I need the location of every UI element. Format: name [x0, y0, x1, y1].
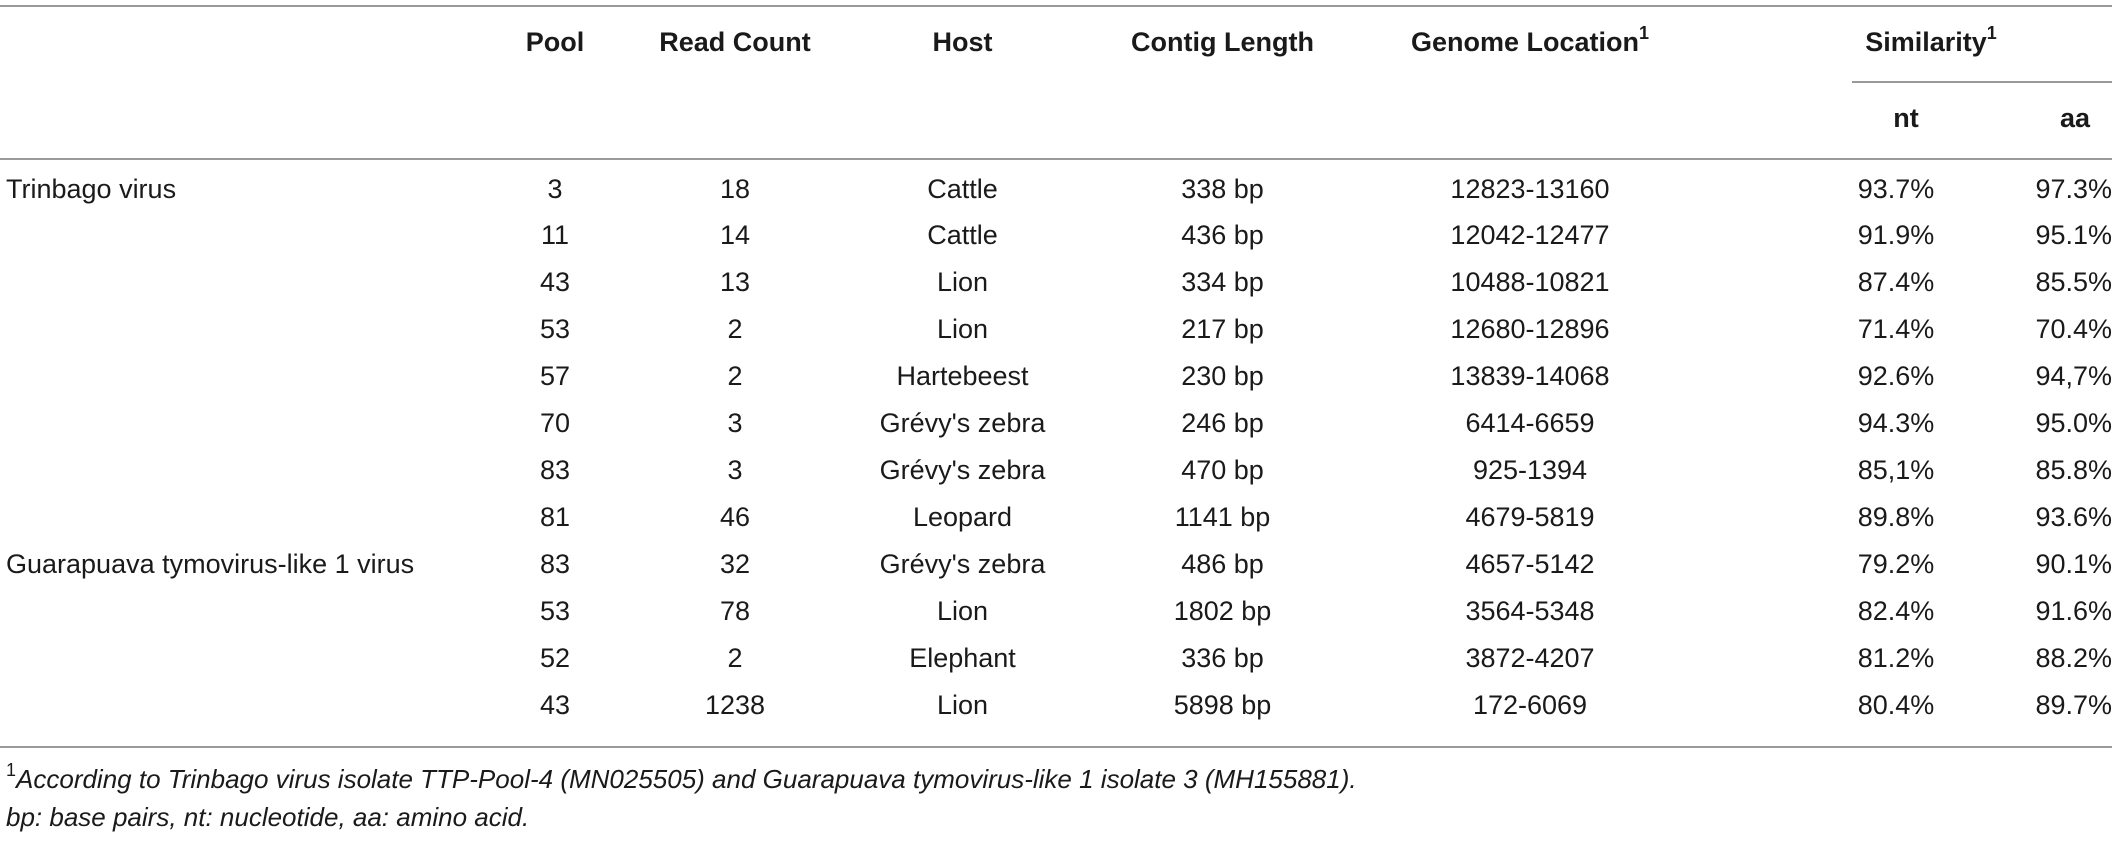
footnote-1-text: According to Trinbago virus isolate TTP-Pool-4 (MN025505) and Guarapuava tymovirus-like 1 isolate 3 (MH155881). [16, 764, 1357, 794]
cell-nt: 94.3% [1857, 408, 1935, 438]
cell-host: Cattle [927, 220, 998, 250]
cell-read-count: 2 [727, 643, 743, 673]
cell-pool: 43 [539, 690, 571, 720]
cell-name [0, 259, 470, 306]
header-similarity [1710, 6, 2112, 78]
cell-nt: 91.9% [1857, 220, 1935, 250]
subheader-empty-contig-length [1095, 78, 1350, 158]
cell-contig-length: 336 bp [1181, 643, 1264, 673]
table-row [0, 494, 2112, 541]
header-contig-length: Contig Length [1131, 26, 1314, 57]
cell-pool: 3 [547, 173, 563, 204]
cell-read-count: 78 [719, 596, 751, 626]
cell-host: Leopard [912, 502, 1013, 532]
virus-contig-table [0, 6, 2112, 729]
header-similarity-sup: 1 [1986, 22, 1997, 43]
cell-aa: 93.6% [2035, 502, 2113, 532]
cell-read-count: 3 [727, 455, 743, 485]
cell-host: Grévy's zebra [879, 408, 1046, 438]
subheader-empty-host [830, 78, 1095, 158]
header-nt: nt [1893, 102, 1919, 133]
table-row [0, 588, 2112, 635]
cell-aa: 95.0% [2035, 408, 2113, 438]
table-row [0, 682, 2112, 729]
cell-genome-location: 172-6069 [1472, 690, 1588, 720]
cell-pool: 52 [539, 643, 571, 673]
cell-genome-location: 925-1394 [1472, 455, 1588, 485]
cell-pool: 81 [539, 502, 571, 532]
cell-name [0, 353, 470, 400]
cell-nt: 71.4% [1857, 314, 1935, 344]
cell-contig-length: 486 bp [1181, 549, 1264, 579]
cell-read-count: 2 [727, 361, 743, 391]
cell-genome-location: 3872-4207 [1465, 643, 1595, 673]
cell-contig-length: 436 bp [1181, 220, 1264, 250]
cell-name [0, 588, 470, 635]
cell-nt: 89.8% [1857, 502, 1935, 532]
cell-aa: 89.7% [2035, 690, 2113, 720]
cell-contig-length: 470 bp [1181, 455, 1264, 485]
table-body [0, 158, 2112, 729]
table-row [0, 541, 2112, 588]
cell-name [0, 212, 470, 259]
cell-read-count: 46 [719, 502, 751, 532]
cell-read-count: 1238 [704, 690, 766, 720]
cell-contig-length: 5898 bp [1173, 690, 1272, 720]
cell-contig-length: 334 bp [1181, 267, 1264, 297]
subheader-row [0, 78, 2112, 158]
cell-aa: 85.8% [2035, 455, 2113, 485]
subheader-empty-name [0, 78, 470, 158]
cell-read-count: 18 [719, 173, 751, 204]
cell-aa: 85.5% [2035, 267, 2113, 297]
cell-aa: 95.1% [2035, 220, 2113, 250]
cell-aa: 90.1% [2035, 549, 2113, 579]
cell-read-count: 3 [727, 408, 743, 438]
cell-contig-length: 246 bp [1181, 408, 1264, 438]
header-genome-location-label: Genome Location [1410, 26, 1639, 57]
cell-contig-length: 1141 bp [1174, 502, 1271, 532]
header-read-count: Read Count [659, 26, 811, 57]
cell-genome-location: 13839-14068 [1450, 361, 1610, 391]
cell-genome-location: 4657-5142 [1465, 549, 1595, 579]
table-row [0, 635, 2112, 682]
cell-read-count: 32 [719, 549, 751, 579]
cell-nt: 81.2% [1857, 643, 1935, 673]
cell-genome-location: 12680-12896 [1450, 314, 1610, 344]
subheader-empty-read-count [640, 78, 830, 158]
cell-contig-length: 230 bp [1181, 361, 1264, 391]
cell-aa: 97.3% [2035, 173, 2113, 204]
cell-pool: 53 [539, 314, 571, 344]
cell-name [0, 306, 470, 353]
subheader-empty-pool [470, 78, 640, 158]
table-row [0, 158, 2112, 212]
cell-genome-location: 6414-6659 [1465, 408, 1595, 438]
table-row [0, 259, 2112, 306]
cell-nt: 93.7% [1857, 173, 1935, 204]
cell-host: Grévy's zebra [879, 455, 1046, 485]
cell-nt: 92.6% [1857, 361, 1935, 391]
data-table-container [0, 6, 2112, 729]
table-bottom-rule [0, 746, 2112, 748]
footnote-abbreviations: bp: base pairs, nt: nucleotide, aa: amino acid. [6, 802, 530, 832]
header-genome-location-sup: 1 [1639, 22, 1650, 43]
cell-host: Lion [936, 314, 989, 344]
cell-name [0, 400, 470, 447]
cell-nt: 87.4% [1857, 267, 1935, 297]
cell-genome-location: 12823-13160 [1450, 173, 1610, 204]
cell-host: Cattle [927, 173, 998, 204]
cell-host: Grévy's zebra [879, 549, 1046, 579]
cell-contig-length: 1802 bp [1173, 596, 1272, 626]
table-row [0, 212, 2112, 259]
cell-host: Lion [936, 596, 989, 626]
cell-nt: 85,1% [1857, 455, 1935, 485]
cell-nt: 79.2% [1857, 549, 1935, 579]
cell-pool: 57 [539, 361, 571, 391]
cell-host: Hartebeest [896, 361, 1029, 391]
cell-host: Elephant [909, 643, 1016, 673]
cell-read-count: 2 [727, 314, 743, 344]
table-row [0, 400, 2112, 447]
header-genome-location [1350, 6, 1710, 78]
cell-name: Trinbago virus [6, 173, 177, 204]
cell-read-count: 13 [719, 267, 751, 297]
footnote-1-marker: 1 [6, 760, 17, 781]
cell-pool: 70 [539, 408, 571, 438]
cell-pool: 11 [540, 220, 570, 250]
cell-host: Lion [936, 690, 989, 720]
footnote-1 [6, 760, 1357, 798]
cell-pool: 43 [539, 267, 571, 297]
cell-pool: 83 [539, 455, 571, 485]
header-similarity-label: Similarity [1865, 26, 1987, 57]
cell-contig-length: 338 bp [1181, 173, 1264, 204]
subheader-empty-genome-location [1350, 78, 1710, 158]
table-footnotes [6, 760, 1357, 836]
cell-aa: 94,7% [2035, 361, 2113, 391]
cell-nt: 80.4% [1857, 690, 1935, 720]
cell-genome-location: 3564-5348 [1465, 596, 1595, 626]
header-host: Host [932, 26, 993, 57]
cell-host: Lion [936, 267, 989, 297]
table-row [0, 353, 2112, 400]
cell-genome-location: 10488-10821 [1450, 267, 1610, 297]
cell-name [0, 635, 470, 682]
cell-pool: 53 [539, 596, 571, 626]
cell-aa: 91.6% [2035, 596, 2113, 626]
table-row [0, 447, 2112, 494]
cell-read-count: 14 [719, 220, 751, 250]
cell-aa: 88.2% [2035, 643, 2113, 673]
cell-name [0, 494, 470, 541]
cell-aa: 70.4% [2035, 314, 2113, 344]
header-pool: Pool [525, 26, 585, 57]
cell-genome-location: 12042-12477 [1450, 220, 1610, 250]
header-aa: aa [2059, 102, 2091, 133]
cell-name [0, 447, 470, 494]
cell-contig-length: 217 bp [1181, 314, 1264, 344]
header-name [0, 6, 470, 78]
table-row [0, 306, 2112, 353]
header-row [0, 6, 2112, 78]
cell-name [0, 682, 470, 729]
cell-nt: 82.4% [1857, 596, 1935, 626]
cell-pool: 83 [539, 549, 571, 579]
cell-name: Guarapuava tymovirus-like 1 virus [6, 549, 415, 579]
cell-genome-location: 4679-5819 [1465, 502, 1595, 532]
